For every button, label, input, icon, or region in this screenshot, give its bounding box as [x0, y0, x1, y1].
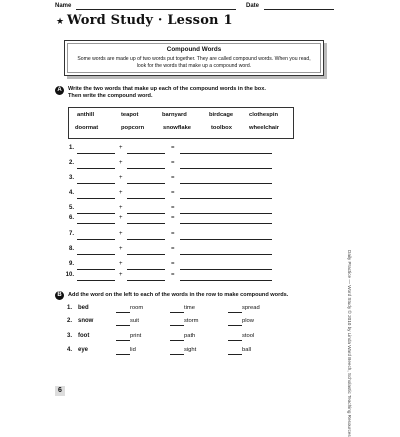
word-bank-box	[68, 107, 294, 139]
plus-sign: +	[119, 246, 123, 252]
row-number: 2.	[66, 318, 72, 324]
answer-blank[interactable]	[127, 254, 165, 255]
row-number: 4.	[68, 190, 74, 196]
answer-blank[interactable]	[116, 325, 130, 326]
answer-blank[interactable]	[77, 239, 115, 240]
answer-blank[interactable]	[77, 269, 115, 270]
word-suffix: suit	[130, 318, 140, 324]
plus-sign: +	[119, 215, 123, 221]
row-number: 8.	[68, 246, 74, 252]
plus-sign: +	[119, 175, 123, 181]
answer-blank[interactable]	[180, 239, 272, 240]
answer-blank[interactable]	[127, 183, 165, 184]
info-box-title: Compound Words	[166, 46, 222, 53]
answer-blank[interactable]	[228, 312, 242, 313]
answer-blank[interactable]	[77, 213, 115, 214]
base-word: snow	[78, 318, 94, 324]
answer-blank[interactable]	[116, 354, 130, 355]
word-suffix: print	[130, 333, 142, 339]
plus-sign: +	[119, 160, 123, 166]
section-a-instructions-2: Then write the compound word.	[68, 93, 153, 99]
bank-word: snowflake	[163, 125, 192, 131]
row-number: 10.	[65, 272, 74, 278]
row-number: 4.	[66, 347, 72, 353]
base-word: eye	[78, 347, 89, 353]
answer-blank[interactable]	[180, 254, 272, 255]
bank-word: barnyard	[162, 112, 187, 118]
equals-sign: =	[171, 215, 175, 221]
answer-blank[interactable]	[180, 198, 272, 199]
plus-sign: +	[119, 205, 123, 211]
bank-word: popcorn	[121, 125, 145, 131]
word-suffix: path	[184, 333, 196, 339]
row-number: 3.	[68, 175, 74, 181]
plus-sign: +	[119, 190, 123, 196]
answer-blank[interactable]	[170, 354, 184, 355]
answer-blank[interactable]	[170, 312, 184, 313]
answer-blank[interactable]	[127, 198, 165, 199]
bank-word: clothespin	[249, 112, 278, 118]
answer-blank[interactable]	[127, 269, 165, 270]
answer-blank[interactable]	[127, 239, 165, 240]
bank-word: birdcage	[209, 112, 234, 118]
equals-sign: =	[171, 190, 175, 196]
section-a-instructions-1: Write the two words that make up each of the compound words in the box.	[68, 86, 266, 92]
equals-sign: =	[171, 205, 175, 211]
base-word: foot	[78, 333, 90, 339]
answer-blank[interactable]	[77, 223, 115, 224]
equals-sign: =	[171, 261, 175, 267]
answer-blank[interactable]	[180, 153, 272, 154]
base-word: bed	[78, 305, 89, 311]
row-number: 5.	[68, 205, 74, 211]
answer-blank[interactable]	[180, 280, 272, 281]
equals-sign: =	[171, 231, 175, 237]
answer-blank[interactable]	[127, 168, 165, 169]
row-number: 1.	[66, 305, 72, 311]
date-label: Date	[246, 3, 260, 9]
answer-blank[interactable]	[77, 183, 115, 184]
row-number: 1.	[68, 145, 74, 151]
answer-blank[interactable]	[127, 153, 165, 154]
answer-blank[interactable]	[228, 325, 242, 326]
word-suffix: lid	[130, 347, 136, 353]
bank-word: wheelchair	[249, 125, 279, 131]
answer-blank[interactable]	[180, 183, 272, 184]
answer-blank[interactable]	[228, 340, 242, 341]
word-suffix: room	[130, 305, 144, 311]
equals-sign: =	[171, 160, 175, 166]
answer-blank[interactable]	[77, 280, 115, 281]
answer-blank[interactable]	[77, 168, 115, 169]
row-number: 6.	[68, 215, 74, 221]
section-b-instructions: Add the word on the left to each of the words in the row to make compound words.	[68, 292, 289, 298]
equals-sign: =	[171, 175, 175, 181]
bank-word: doormat	[75, 125, 99, 131]
row-number: 7.	[68, 231, 74, 237]
answer-blank[interactable]	[127, 213, 165, 214]
plus-sign: +	[119, 272, 123, 278]
section-b-badge: B	[55, 291, 64, 300]
row-number: 3.	[66, 333, 72, 339]
info-box-text: Some words are made up of two words put together. They are called compound words. When you read, look for the words that make up a compound word.	[77, 56, 311, 69]
bank-word: anthill	[77, 112, 95, 118]
plus-sign: +	[119, 261, 123, 267]
side-credit-text: Daily Practice — Word Study © 2010 by Linda Ward Beech, Scholastic Teaching Resources	[347, 250, 352, 437]
answer-blank[interactable]	[127, 280, 165, 281]
name-line[interactable]	[76, 9, 236, 10]
answer-blank[interactable]	[127, 223, 165, 224]
page-number: 6	[55, 386, 65, 396]
answer-blank[interactable]	[170, 340, 184, 341]
equals-sign: =	[171, 145, 175, 151]
row-number: 2.	[68, 160, 74, 166]
star-icon: ★	[56, 16, 65, 26]
answer-blank[interactable]	[228, 354, 242, 355]
word-suffix: time	[184, 305, 195, 311]
page-title: Word Study · Lesson 1	[67, 13, 233, 28]
answer-blank[interactable]	[180, 168, 272, 169]
plus-sign: +	[119, 145, 123, 151]
word-suffix: spread	[242, 305, 260, 311]
section-a-badge: A	[55, 86, 64, 95]
plus-sign: +	[119, 231, 123, 237]
word-suffix: ball	[242, 347, 252, 353]
answer-blank[interactable]	[180, 269, 272, 270]
answer-blank[interactable]	[180, 223, 272, 224]
answer-blank[interactable]	[77, 198, 115, 199]
row-number: 9.	[68, 261, 74, 267]
equals-sign: =	[171, 272, 175, 278]
answer-blank[interactable]	[116, 340, 130, 341]
compound-words-info-box	[64, 40, 324, 76]
bank-word: toolbox	[211, 125, 232, 131]
word-suffix: stool	[242, 333, 255, 339]
bank-word: teapot	[121, 112, 139, 118]
answer-blank[interactable]	[77, 254, 115, 255]
word-suffix: plow	[242, 318, 254, 324]
answer-blank[interactable]	[116, 312, 130, 313]
date-line[interactable]	[264, 9, 334, 10]
answer-blank[interactable]	[170, 325, 184, 326]
word-suffix: storm	[184, 318, 199, 324]
answer-blank[interactable]	[180, 213, 272, 214]
equals-sign: =	[171, 246, 175, 252]
name-label: Name	[55, 3, 72, 9]
word-suffix: sight	[184, 347, 197, 353]
answer-blank[interactable]	[77, 153, 115, 154]
